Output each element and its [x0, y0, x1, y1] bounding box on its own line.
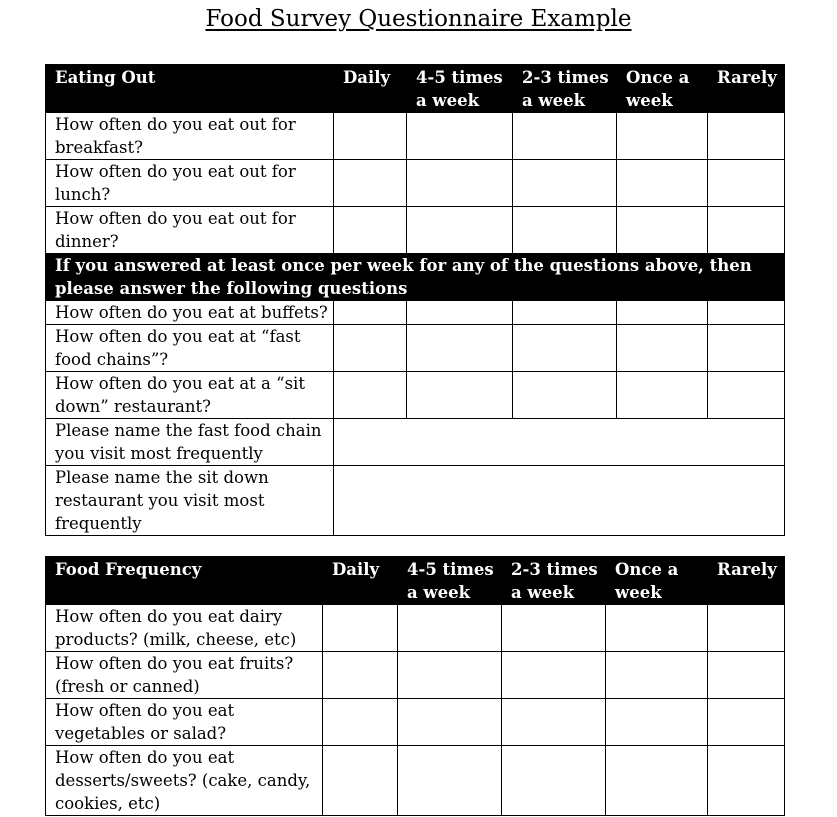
answer-cell[interactable]: [606, 605, 708, 652]
food-frequency-table: [45, 556, 785, 816]
answer-cell[interactable]: [323, 652, 398, 699]
column-header-once: Once a week: [606, 557, 708, 605]
answer-cell[interactable]: [708, 746, 785, 816]
answer-cell[interactable]: [398, 746, 502, 816]
question-text: How often do you eat out for lunch?: [46, 160, 334, 207]
table-row: [46, 207, 785, 254]
answer-cell[interactable]: [606, 652, 708, 699]
table-row: [46, 160, 785, 207]
column-header-rarely: Rarely: [708, 557, 785, 605]
question-text: Please name the sit down restaurant you visit most frequently: [46, 466, 334, 536]
answer-cell[interactable]: [708, 301, 785, 325]
answer-cell[interactable]: [398, 605, 502, 652]
table-header-row: [46, 557, 785, 605]
answer-cell[interactable]: [398, 699, 502, 746]
answer-cell[interactable]: [407, 113, 513, 160]
answer-cell[interactable]: [334, 301, 407, 325]
answer-cell[interactable]: [708, 160, 785, 207]
answer-cell[interactable]: [617, 113, 708, 160]
answer-cell[interactable]: [407, 301, 513, 325]
answer-cell[interactable]: [513, 113, 617, 160]
answer-cell[interactable]: [513, 207, 617, 254]
answer-cell[interactable]: [502, 605, 606, 652]
answer-cell[interactable]: [334, 325, 407, 372]
instruction-text: If you answered at least once per week for any of the questions above, then please answer the following questions: [46, 254, 785, 301]
column-header-4-5-times: 4-5 times a week: [407, 65, 513, 113]
answer-cell[interactable]: [708, 372, 785, 419]
table-row: [46, 113, 785, 160]
column-header-2-3-times: 2-3 times a week: [513, 65, 617, 113]
answer-cell[interactable]: [334, 372, 407, 419]
answer-cell[interactable]: [708, 207, 785, 254]
answer-cell[interactable]: [502, 699, 606, 746]
question-text: How often do you eat at “fast food chains”?: [46, 325, 334, 372]
section-label: Eating Out: [46, 65, 334, 113]
question-text: How often do you eat out for dinner?: [46, 207, 334, 254]
question-text: How often do you eat at a “sit down” restaurant?: [46, 372, 334, 419]
table-row: [46, 605, 785, 652]
section-label: Food Frequency: [46, 557, 323, 605]
answer-cell[interactable]: [398, 652, 502, 699]
answer-cell[interactable]: [407, 372, 513, 419]
page-title: Food Survey Questionnaire Example: [205, 6, 632, 32]
question-text: How often do you eat dairy products? (milk, cheese, etc): [46, 605, 323, 652]
answer-cell[interactable]: [513, 372, 617, 419]
answer-cell[interactable]: [323, 699, 398, 746]
table-row: [46, 699, 785, 746]
answer-cell[interactable]: [407, 325, 513, 372]
answer-cell[interactable]: [334, 207, 407, 254]
table-row: [46, 301, 785, 325]
column-header-4-5-times: 4-5 times a week: [398, 557, 502, 605]
column-header-once: Once a week: [617, 65, 708, 113]
answer-cell[interactable]: [617, 207, 708, 254]
answer-cell[interactable]: [323, 605, 398, 652]
answer-cell[interactable]: [606, 746, 708, 816]
answer-cell[interactable]: [502, 746, 606, 816]
instruction-band: [46, 254, 785, 301]
eating-out-table: [45, 64, 785, 536]
answer-cell[interactable]: [617, 372, 708, 419]
answer-cell[interactable]: [407, 160, 513, 207]
column-header-daily: Daily: [323, 557, 398, 605]
column-header-rarely: Rarely: [708, 65, 785, 113]
answer-cell[interactable]: [617, 301, 708, 325]
answer-cell[interactable]: [617, 160, 708, 207]
answer-cell[interactable]: [606, 699, 708, 746]
answer-cell[interactable]: [513, 301, 617, 325]
question-text: How often do you eat fruits? (fresh or canned): [46, 652, 323, 699]
answer-cell[interactable]: [617, 325, 708, 372]
table-row: [46, 372, 785, 419]
text-answer-cell[interactable]: [334, 419, 785, 466]
answer-cell[interactable]: [513, 325, 617, 372]
answer-cell[interactable]: [708, 325, 785, 372]
answer-cell[interactable]: [708, 605, 785, 652]
answer-cell[interactable]: [708, 113, 785, 160]
question-text: How often do you eat out for breakfast?: [46, 113, 334, 160]
table-row: [46, 652, 785, 699]
column-header-daily: Daily: [334, 65, 407, 113]
question-text: How often do you eat desserts/sweets? (cake, candy, cookies, etc): [46, 746, 323, 816]
table-row: [46, 325, 785, 372]
answer-cell[interactable]: [502, 652, 606, 699]
question-text: How often do you eat at buffets?: [46, 301, 334, 325]
table-row: [46, 466, 785, 536]
table-row: [46, 419, 785, 466]
answer-cell[interactable]: [708, 699, 785, 746]
text-answer-cell[interactable]: [334, 466, 785, 536]
answer-cell[interactable]: [407, 207, 513, 254]
column-header-2-3-times: 2-3 times a week: [502, 557, 606, 605]
question-text: How often do you eat vegetables or salad?: [46, 699, 323, 746]
answer-cell[interactable]: [334, 160, 407, 207]
table-row: [46, 746, 785, 816]
table-header-row: [46, 65, 785, 113]
answer-cell[interactable]: [334, 113, 407, 160]
answer-cell[interactable]: [513, 160, 617, 207]
question-text: Please name the fast food chain you visit most frequently: [46, 419, 334, 466]
answer-cell[interactable]: [708, 652, 785, 699]
answer-cell[interactable]: [323, 746, 398, 816]
